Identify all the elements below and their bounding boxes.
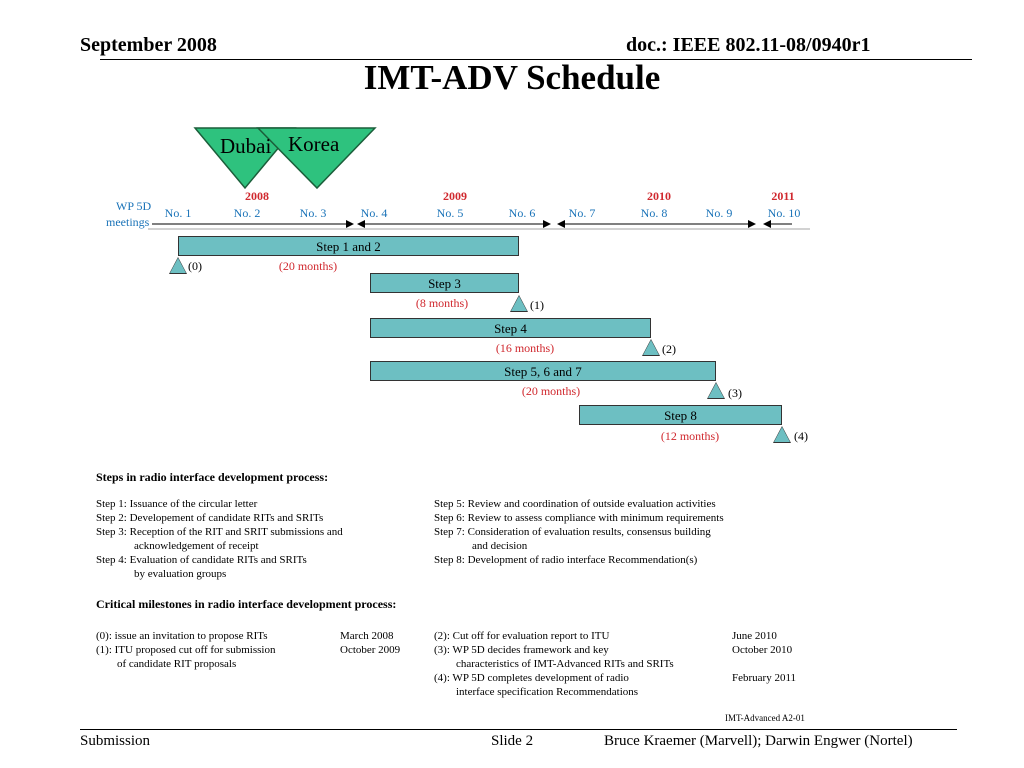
meeting-label: No. 9 — [705, 206, 733, 220]
meeting-label: No. 6 — [508, 206, 536, 220]
milestone-dates: June 2010 October 2010 February 2011 — [732, 630, 797, 684]
milestones-heading: Critical milestones in radio interface development process: — [96, 597, 397, 611]
meeting-label: No. 1 — [164, 206, 192, 220]
milestone-marker — [643, 340, 659, 355]
meeting-label: No. 10 — [767, 206, 801, 220]
milestone-marker — [774, 427, 790, 442]
page-title: IMT-ADV Schedule — [363, 58, 661, 97]
year-label: 2011 — [771, 189, 795, 203]
timeline-label-line1: WP 5D — [116, 199, 152, 213]
steps-heading: Steps in radio interface development process: — [96, 470, 329, 484]
gantt-bar: Step 5, 6 and 7 — [370, 361, 716, 381]
milestone-marker — [170, 258, 186, 273]
bar-duration: (8 months) — [415, 296, 469, 310]
venue-dubai: Dubai — [220, 134, 272, 158]
step-item: Step 5: Review and coordination of outside evaluation activities Step 6: Review to assess compliance with minimum requirements Step 7: Consideration of evaluation results, consensus building and decision Step 8: Development of radio interface Recommendation(s) — [434, 498, 724, 566]
year-label: 2008 — [245, 189, 269, 203]
meeting-label: No. 5 — [436, 206, 464, 220]
footer-rule — [80, 729, 957, 730]
milestone-label: (1) — [530, 298, 544, 312]
milestone-description: (0): issue an invitation to propose RITs (1): ITU proposed cut off for submission of candidate RIT proposals — [96, 630, 276, 670]
timeline-label-line2: meetings — [106, 215, 150, 229]
footer-authors: Bruce Kraemer (Marvell); Darwin Engwer (Nortel) — [604, 733, 913, 749]
milestone-label: (0) — [188, 259, 202, 273]
gantt-bar: Step 8 — [579, 405, 782, 425]
gantt-bar: Step 4 — [370, 318, 651, 338]
venue-markers — [190, 124, 390, 192]
bar-duration: (16 months) — [495, 341, 555, 355]
bar-duration: (12 months) — [660, 429, 720, 443]
meeting-label: No. 2 — [233, 206, 261, 220]
footer-submission: Submission — [80, 733, 151, 749]
milestone-marker — [511, 296, 527, 311]
meeting-interval-arrows — [140, 218, 820, 234]
meeting-label: No. 7 — [568, 206, 596, 220]
milestone-dates: March 2008 October 2009 — [340, 630, 401, 656]
slide-number: Slide 2 — [491, 733, 534, 749]
gantt-bar: Step 1 and 2 — [178, 236, 519, 256]
meeting-label: No. 4 — [360, 206, 388, 220]
year-label: 2010 — [647, 189, 671, 203]
header-doc-id: doc.: IEEE 802.11-08/0940r1 — [626, 34, 871, 56]
milestone-label: (4) — [794, 429, 808, 443]
milestone-label: (3) — [728, 386, 742, 400]
step-item: Step 1: Issuance of the circular letter Step 2: Developement of candidate RITs and SRITs Step 3: Reception of the RIT and SRIT submissions and acknowledgement of receipt Step 4: Evaluation of candidate RITs and SRITs by evaluation groups — [96, 498, 343, 580]
bar-duration: (20 months) — [521, 384, 581, 398]
venue-korea: Korea — [288, 132, 340, 156]
milestone-label: (2) — [662, 342, 676, 356]
gantt-bar: Step 3 — [370, 273, 519, 293]
milestone-description: (2): Cut off for evaluation report to ITU (3): WP 5D decides framework and key characteristics of IMT-Advanced RITs and SRITs (4): WP 5D completes development of radio interface specification Recommendations — [434, 630, 674, 698]
header-date: September 2008 — [80, 34, 217, 56]
milestone-marker — [708, 383, 724, 398]
year-label: 2009 — [443, 189, 467, 203]
meeting-label: No. 8 — [640, 206, 668, 220]
meeting-label: No. 3 — [299, 206, 327, 220]
bar-duration: (20 months) — [278, 259, 338, 273]
figure-reference: IMT-Advanced A2-01 — [725, 713, 805, 723]
